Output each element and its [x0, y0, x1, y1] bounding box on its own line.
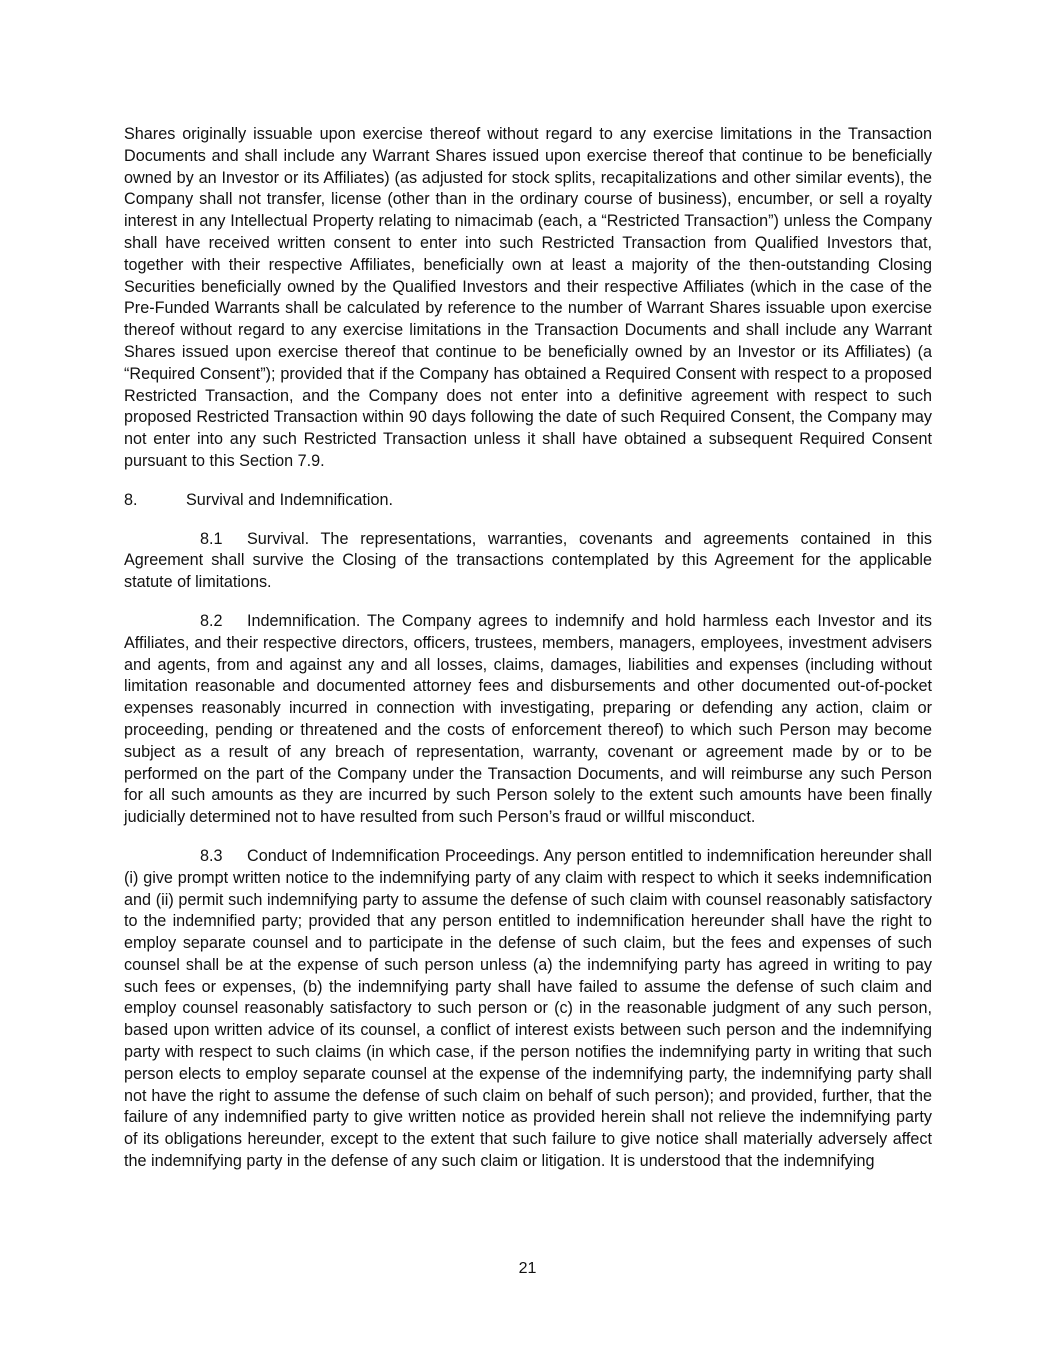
- spacer: [124, 512, 932, 529]
- section-title: Survival and Indemnification.: [186, 490, 393, 509]
- section-8-1: [124, 529, 932, 594]
- section-8-2: [124, 611, 932, 829]
- page-number: 21: [518, 1260, 537, 1277]
- spacer: [124, 473, 932, 490]
- subsection-text: The Company agrees to indemnify and hold harmless each Investor and its Affiliates, and their respective directors, officers, trustees, members, managers, employees, investment advisers and agents, from and against any and all losses, claims, damages, liabilities and expenses (including without limitation reasonable and documented attorney fees and disbursements and other documented out-of-pocket expenses reasonably incurred in connection with investigating, preparing or defending any action, claim or proceeding, pending or threatened and the costs of enforcement thereof) to which such Person may become subject as a result of any breach of representation, warranty, covenant or agreement made by or to be performed on the part of the Company under the Transaction Documents, and will reimburse any such Person for all such amounts as they are incurred by such Person solely to the extent such amounts have been finally judicially determined not to have resulted from such Person’s fraud or willful misconduct.: [124, 611, 932, 827]
- paragraph-continued: Shares originally issuable upon exercise thereof without regard to any exercise limitations in the Transaction Documents and shall include any Warrant Shares issued upon exercise thereof that continue to be beneficially owned by an Investor or its Affiliates) (as adjusted for stock splits, recapitalizations and other similar events), the Company shall not transfer, license (other than in the ordinary course of business), encumber, or sell a royalty interest in any Intellectual Property relating to nimacimab (each, a “Restricted Transaction”) unless the Company shall have received written consent to enter into such Restricted Transaction from Qualified Investors that, together with their respective Affiliates, beneficially own at least a majority of the then-outstanding Closing Securities beneficially owned by the Qualified Investors and their respective Affiliates (which in the case of the Pre-Funded Warrants shall be calculated by reference to the number of Warrant Shares issuable upon exercise thereof without regard to any exercise limitations in the Transaction Documents and shall include any Warrant Shares issued upon exercise thereof that continue to be beneficially owned by an Investor or its Affiliates) (a “Required Consent”); provided that if the Company has obtained a Required Consent with respect to a proposed Restricted Transaction, and the Company does not enter into a definitive agreement with respect to such proposed Restricted Transaction within 90 days following the date of such Required Consent, the Company may not enter into any such Restricted Transaction unless it shall have obtained a subsequent Required Consent pursuant to this Section 7.9.: [124, 125, 932, 470]
- section-number: 8.: [124, 490, 138, 509]
- subsection-text: Any person entitled to indemnification hereunder shall (i) give prompt written notice to the indemnifying party of any claim with respect to which it seeks indemnification and (ii) permit such indemnifying party to assume the defense of such claim with counsel reasonably satisfactory to the indemnified party; provided that any person entitled to indemnification hereunder shall have the right to employ separate counsel and to participate in the defense of such claim, but the fees and expenses of such counsel shall be at the expense of such person unless (a) the indemnifying party has agreed in writing to pay such fees or expenses, (b) the indemnifying party shall have failed to assume the defense of such claim and employ counsel reasonably satisfactory to such person or (c) in the reasonable judgment of any such person, based upon written advice of its counsel, a conflict of interest exists between such person and the indemnifying party with respect to such claims (in which case, if the person notifies the indemnifying party in writing that such person elects to employ separate counsel at the expense of the indemnifying party, the indemnifying party shall not have the right to assume the defense of such claim on behalf of such person); and provided, further, that the failure of any indemnified party to give written notice as provided herein shall not relieve the indemnifying party of its obligations hereunder, except to the extent that such failure to give notice shall materially adversely affect the indemnifying party in the defense of any such claim or litigation. It is understood that the indemnifying: [124, 846, 932, 1171]
- spacer: [124, 829, 932, 846]
- subsection-text: The representations, warranties, covenants and agreements contained in this Agreement shall survive the Closing of the transactions contemplated by this Agreement for the applicable statute of limitations.: [124, 529, 932, 592]
- section-8-heading: [124, 490, 932, 512]
- subsection-heading: Survival.: [247, 529, 310, 548]
- subsection-heading: Indemnification.: [247, 611, 361, 630]
- subsection-number: 8.3: [200, 846, 223, 865]
- document-page: [124, 124, 932, 1173]
- spacer: [124, 594, 932, 611]
- subsection-number: 8.1: [200, 529, 223, 548]
- section-8-3: [124, 846, 932, 1173]
- subsection-number: 8.2: [200, 611, 223, 630]
- subsection-heading: Conduct of Indemnification Proceedings.: [247, 846, 540, 865]
